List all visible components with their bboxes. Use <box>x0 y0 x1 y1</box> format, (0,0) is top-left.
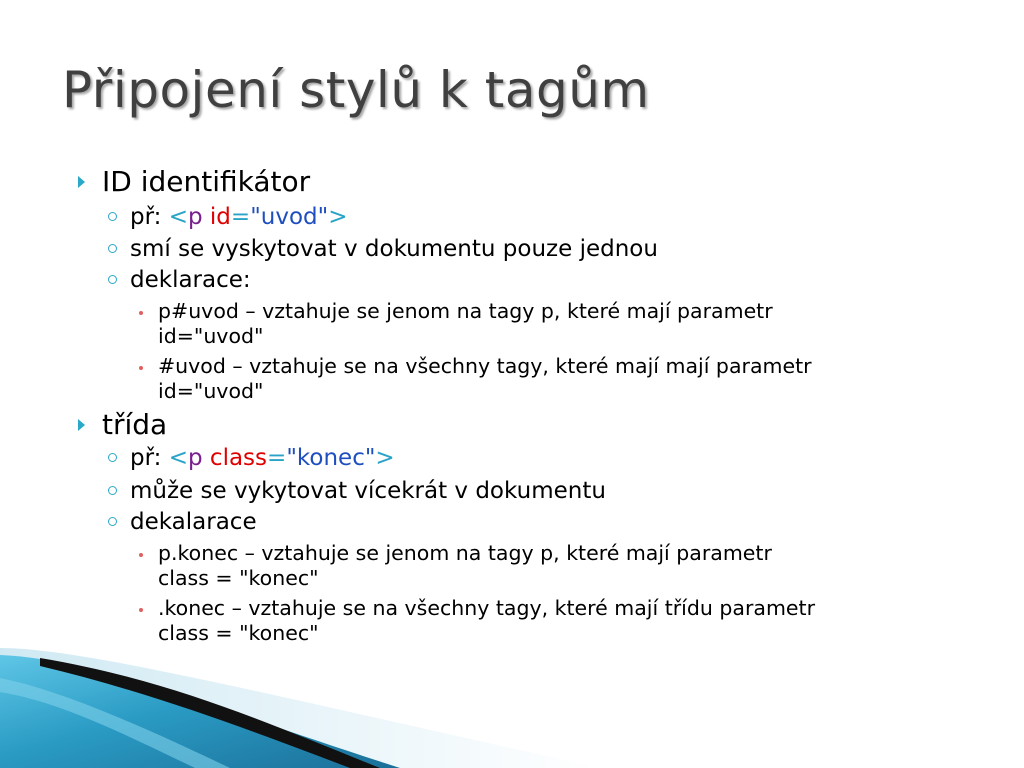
id-rule-1-line-2: id="uvod" <box>158 324 264 348</box>
class-rule-1 <box>158 541 772 591</box>
slide-title: Připojení stylů k tagům <box>62 61 650 119</box>
decorative-swoosh <box>0 600 1024 768</box>
id-once-note: smí se vyskytovat v dokumentu pouze jednou <box>130 236 658 262</box>
code-tag-name: p <box>188 204 203 230</box>
code-attribute-name: id <box>209 204 231 230</box>
hollow-circle-bullet-icon <box>108 244 117 253</box>
class-example <box>130 443 395 473</box>
class-rule-1-line-1: p.konec – vztahuje se jenom na tagy p, které mají parametr <box>158 541 772 565</box>
code-attribute-value: "konec" <box>286 445 376 471</box>
code-equals: = <box>230 204 251 230</box>
code-attribute-value: "uvod" <box>250 204 329 230</box>
id-rule-1-line-1: p#uvod – vztahuje se jenom na tagy p, které mají parametr <box>158 299 773 323</box>
dot-bullet-icon <box>139 553 143 557</box>
dot-bullet-icon <box>139 366 143 370</box>
class-multiple-note: může se vykytovat vícekrát v dokumentu <box>130 478 606 504</box>
triangle-bullet-icon <box>78 419 85 431</box>
code-open-bracket: < <box>168 445 188 471</box>
id-rule-2-line-1: #uvod – vztahuje se na všechny tagy, které mají mají parametr <box>158 354 812 378</box>
id-rule-1 <box>158 299 773 349</box>
id-declaration-label: deklarace: <box>130 267 251 293</box>
hollow-circle-bullet-icon <box>108 275 117 284</box>
class-rule-2-line-2: class = "konec" <box>158 621 319 645</box>
hollow-circle-bullet-icon <box>108 212 117 221</box>
id-rule-2-line-2: id="uvod" <box>158 379 264 403</box>
hollow-circle-bullet-icon <box>108 486 117 495</box>
id-rule-2 <box>158 354 812 404</box>
code-tag-name: p <box>188 445 203 471</box>
code-open-bracket: < <box>168 204 188 230</box>
code-equals: = <box>267 445 287 471</box>
code-close-bracket: > <box>375 445 395 471</box>
hollow-circle-bullet-icon <box>108 453 117 462</box>
dot-bullet-icon <box>139 311 143 315</box>
class-rule-1-line-2: class = "konec" <box>158 566 319 590</box>
class-section-heading: třída <box>102 408 168 441</box>
code-close-bracket: > <box>328 204 348 230</box>
code-attribute-name: class <box>209 445 268 471</box>
class-rule-2-line-1: .konec – vztahuje se na všechny tagy, které mají třídu parametr <box>158 596 816 620</box>
example-prefix: př: <box>130 445 162 471</box>
example-prefix: př: <box>130 204 162 230</box>
triangle-bullet-icon <box>78 176 85 188</box>
id-example <box>130 202 348 232</box>
id-section-heading: ID identifikátor <box>102 165 311 198</box>
hollow-circle-bullet-icon <box>108 517 117 526</box>
class-declaration-label: dekalarace <box>130 509 257 535</box>
